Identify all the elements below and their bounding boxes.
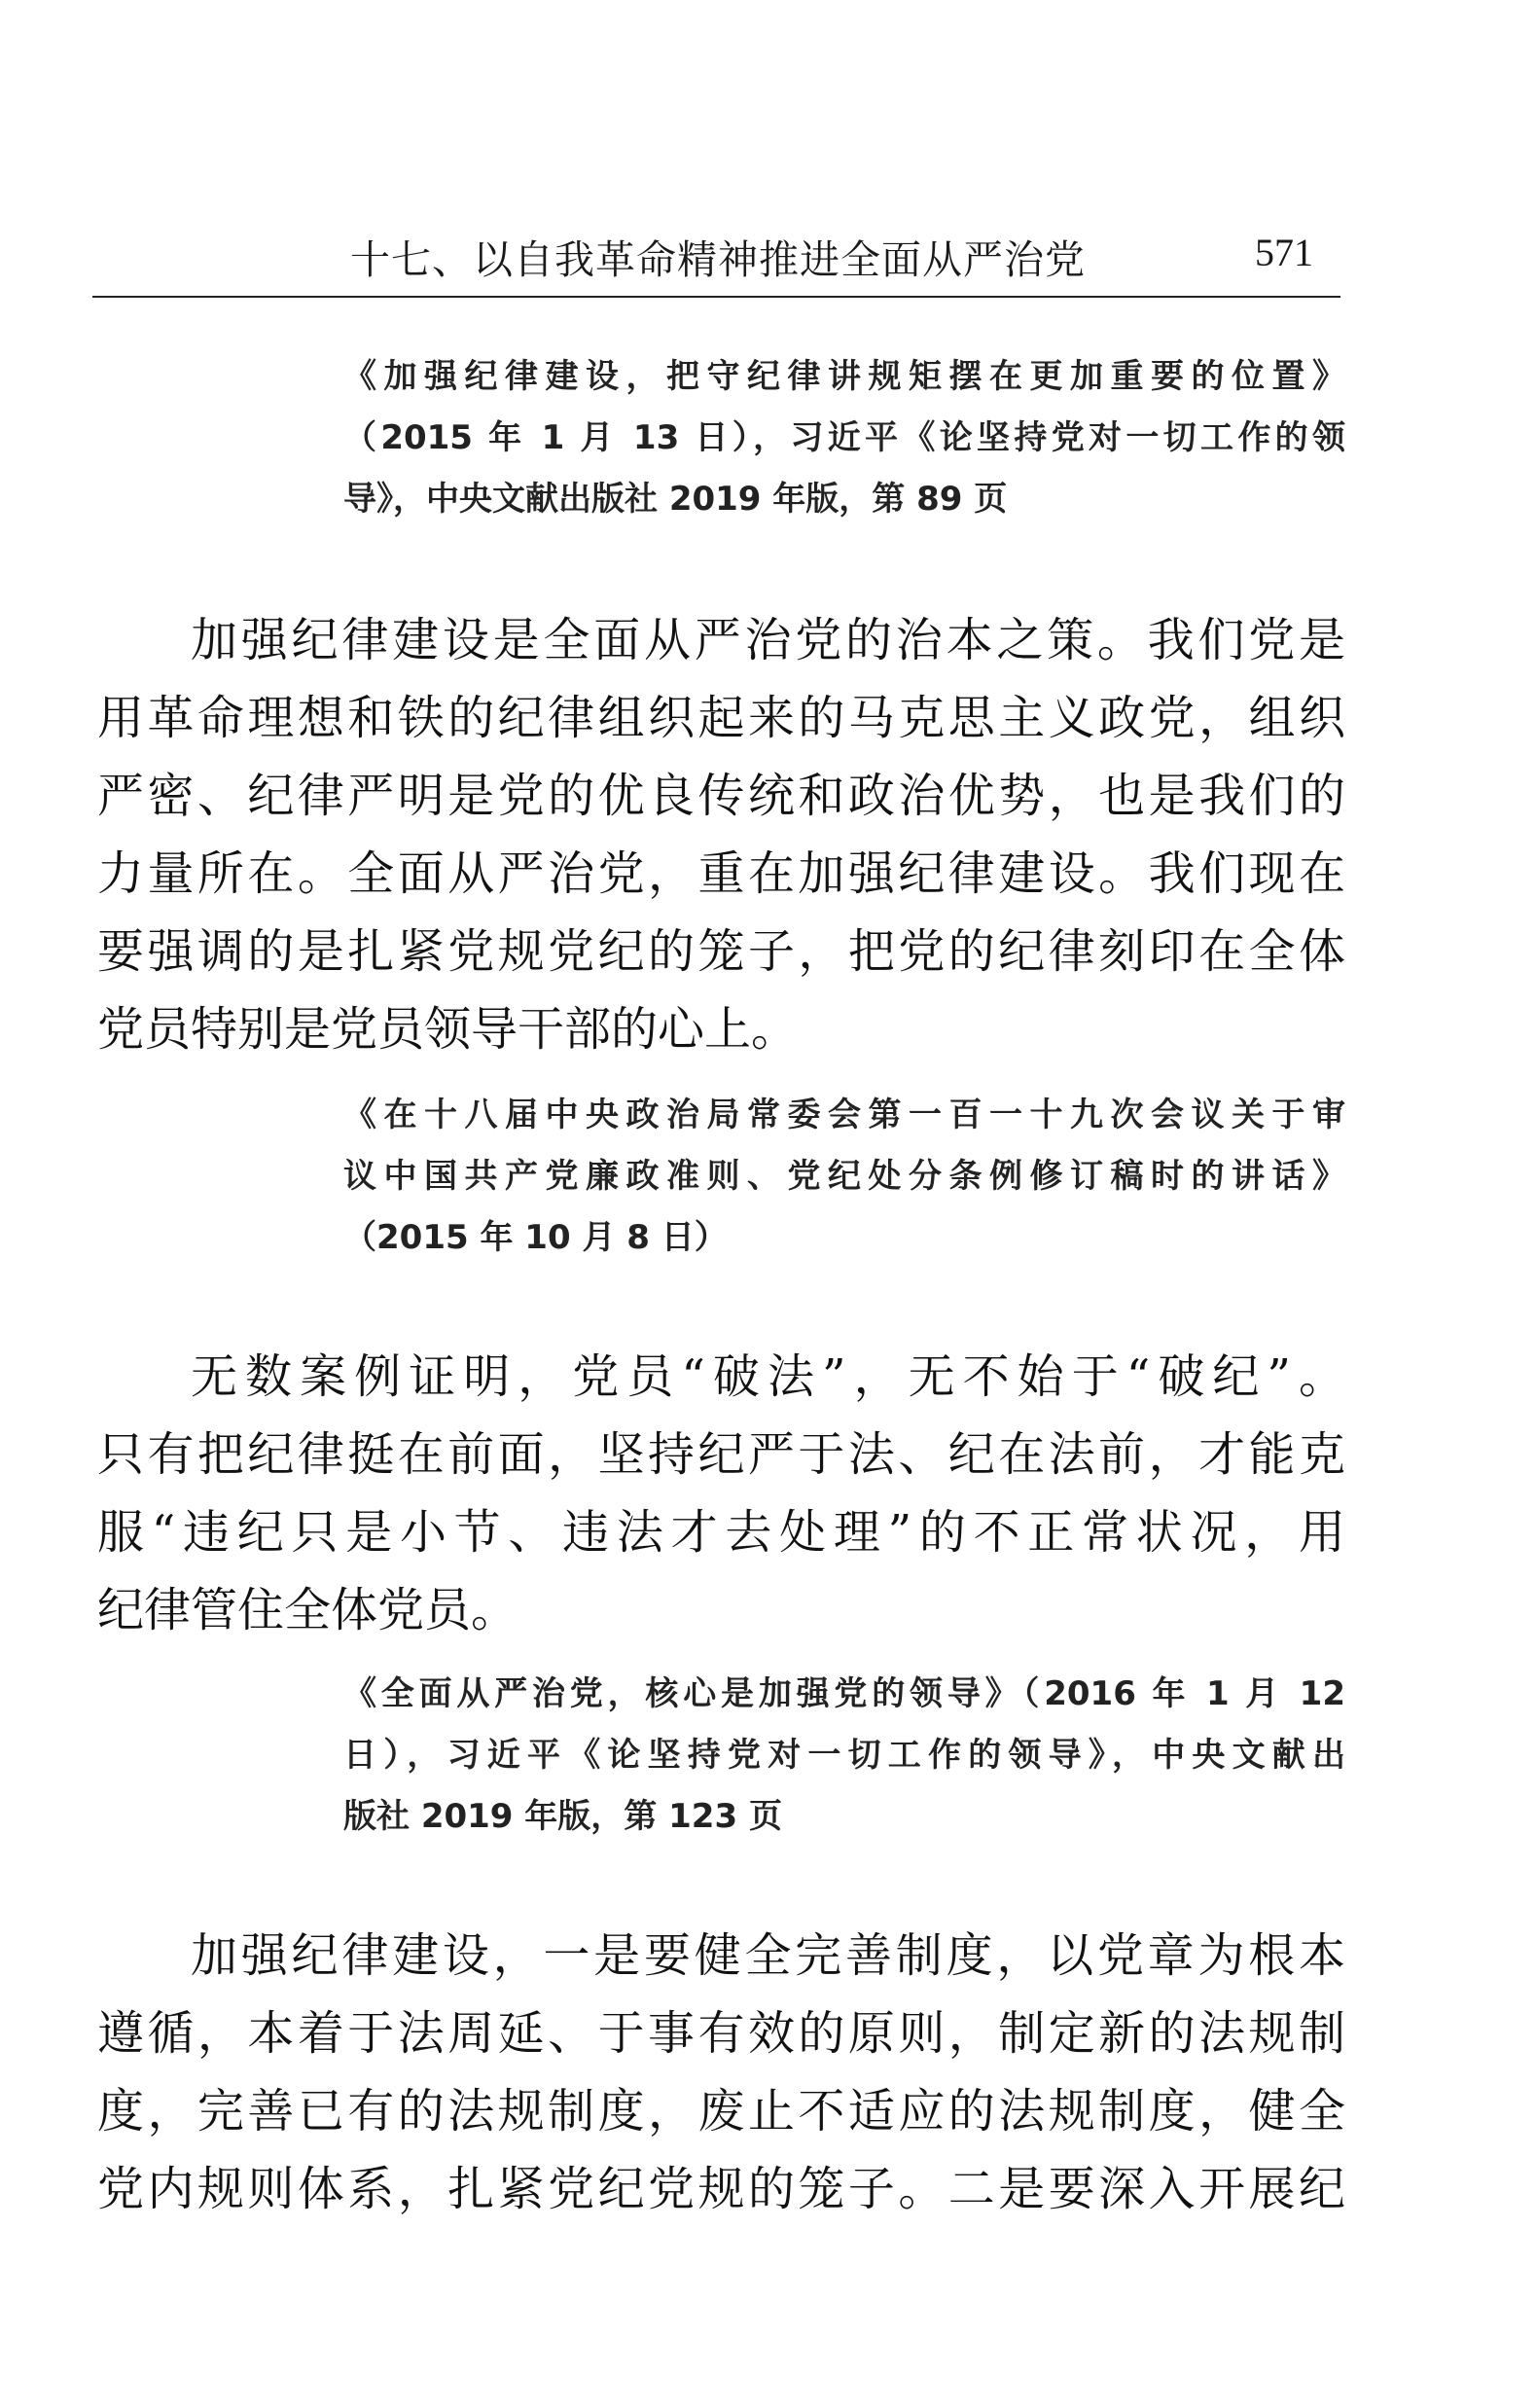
source-citation-3 [343,1664,1345,1848]
page-number: 571 [1255,231,1313,274]
citation-line: 《全面从严治党，核心是加强党的领导》（2016 年 1 月 12 [343,1674,1345,1713]
paragraph-line: 纪律管住全体党员。 [97,1583,518,1637]
paragraph-line: 加强纪律建设是全面从严治党的治本之策。我们党是 [191,613,1345,667]
paragraph-line: 遵循，本着于法周延、于事有效的原则，制定新的法规制 [97,2006,1345,2061]
citation-line: 《加强纪律建设，把守纪律讲规矩摆在更加重要的位置》 [343,357,1345,396]
citation-line: 版社 2019 年版，第 123 页 [343,1797,782,1836]
paragraph-line: 严密、纪律严明是党的优良传统和政治优势，也是我们的 [97,769,1345,823]
citation-line: （2015 年 1 月 13 日），习近平《论坚持党对一切工作的领 [343,418,1345,457]
paragraph-line: 只有把纪律挺在前面，坚持纪严于法、纪在法前，才能克 [97,1427,1345,1482]
citation-line: （2015 年 10 月 8 日） [343,1218,728,1257]
paragraph-line: 加强纪律建设，一是要健全完善制度，以党章为根本 [191,1928,1345,1983]
paragraph-line: 用革命理想和铁的纪律组织起来的马克思主义政党，组织 [97,691,1345,745]
citation-line: 导》，中央文献出版社 2019 年版，第 89 页 [343,480,1008,519]
citation-line: 日），习近平《论坚持党对一切工作的领导》，中央文献出 [343,1736,1345,1775]
source-citation-2 [343,1085,1345,1269]
paragraph-line: 力量所在。全面从严治党，重在加强纪律建设。我们现在 [97,846,1345,901]
paragraph-line: 要强调的是扎紧党规党纪的笼子，把党的纪律刻印在全体 [97,924,1345,979]
body-paragraph-3 [97,1917,1345,2228]
paragraph-line: 无数案例证明，党员“破法”，无不始于“破纪”。 [191,1349,1345,1404]
chapter-title: 十七、以自我革命精神推进全面从严治党 [350,236,1086,283]
source-citation-1 [343,346,1345,530]
paragraph-line: 党员特别是党员领导干部的心上。 [97,1002,799,1057]
paragraph-line: 度，完善已有的法规制度，废止不适应的法规制度，健全 [97,2084,1345,2138]
citation-line: 《在十八届中央政治局常委会第一百一十九次会议关于审 [343,1096,1345,1134]
running-header [92,224,1340,298]
body-paragraph-2 [97,1338,1345,1649]
paragraph-line: 服“违纪只是小节、违法才去处理”的不正常状况，用 [97,1505,1345,1560]
citation-line: 议中国共产党廉政准则、党纪处分条例修订稿时的讲话》 [343,1157,1345,1196]
paragraph-line: 党内规则体系，扎紧党纪党规的笼子。二是要深入开展纪 [97,2162,1345,2216]
body-paragraph-1 [97,601,1345,1068]
